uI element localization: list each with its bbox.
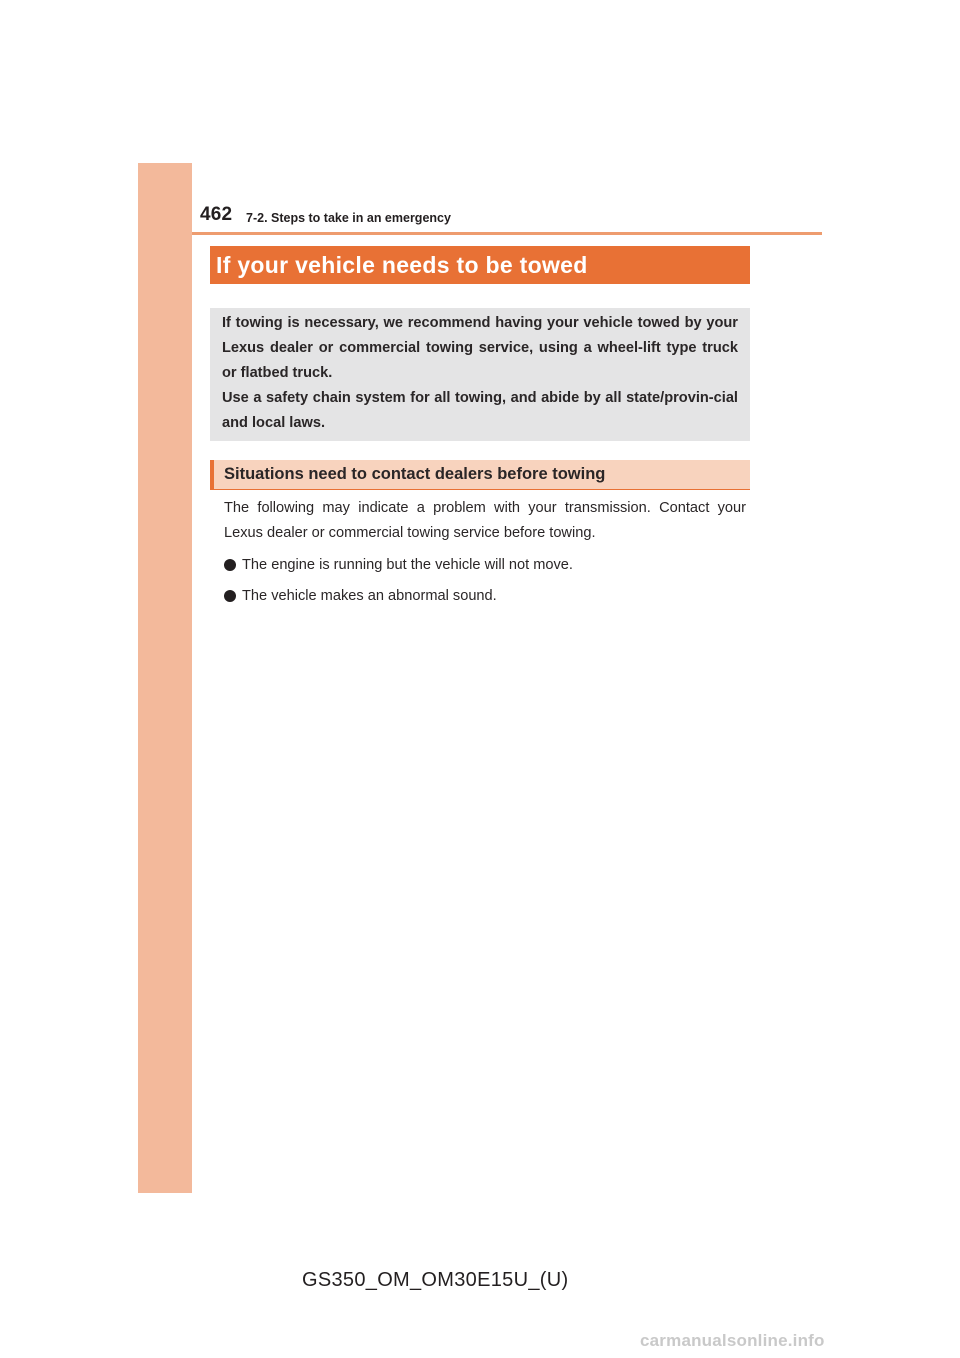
list-item xyxy=(224,554,744,576)
section-heading-bar xyxy=(210,460,750,490)
bullet-icon xyxy=(224,559,236,571)
header-rule xyxy=(192,232,822,235)
page-title-bar xyxy=(210,246,750,284)
list-item-text: The vehicle makes an abnormal sound. xyxy=(242,588,497,604)
intro-box xyxy=(210,308,750,441)
section-heading: Situations need to contact dealers before towing xyxy=(224,465,606,483)
page-title: If your vehicle needs to be towed xyxy=(216,251,588,278)
intro-paragraph-1: If towing is necessary, we recommend having your vehicle towed by your Lexus dealer or commercial towing service, using a wheel-lift type truck or flatbed truck. xyxy=(222,315,738,381)
list-item xyxy=(224,585,744,607)
watermark: carmanualsonline.info xyxy=(640,1331,825,1350)
bullet-icon xyxy=(224,590,236,602)
section-body: The following may indicate a problem with your transmission. Contact your Lexus dealer or commercial towing service before towing. xyxy=(224,500,746,541)
page-number: 462 xyxy=(200,204,233,225)
list-item-text: The engine is running but the vehicle will not move. xyxy=(242,557,573,573)
intro-paragraph-2: Use a safety chain system for all towing, and abide by all state/provin-cial and local laws. xyxy=(222,390,738,431)
section-reference: 7-2. Steps to take in an emergency xyxy=(246,211,451,225)
document-code: GS350_OM_OM30E15U_(U) xyxy=(302,1269,569,1291)
chapter-side-band xyxy=(138,163,192,1193)
